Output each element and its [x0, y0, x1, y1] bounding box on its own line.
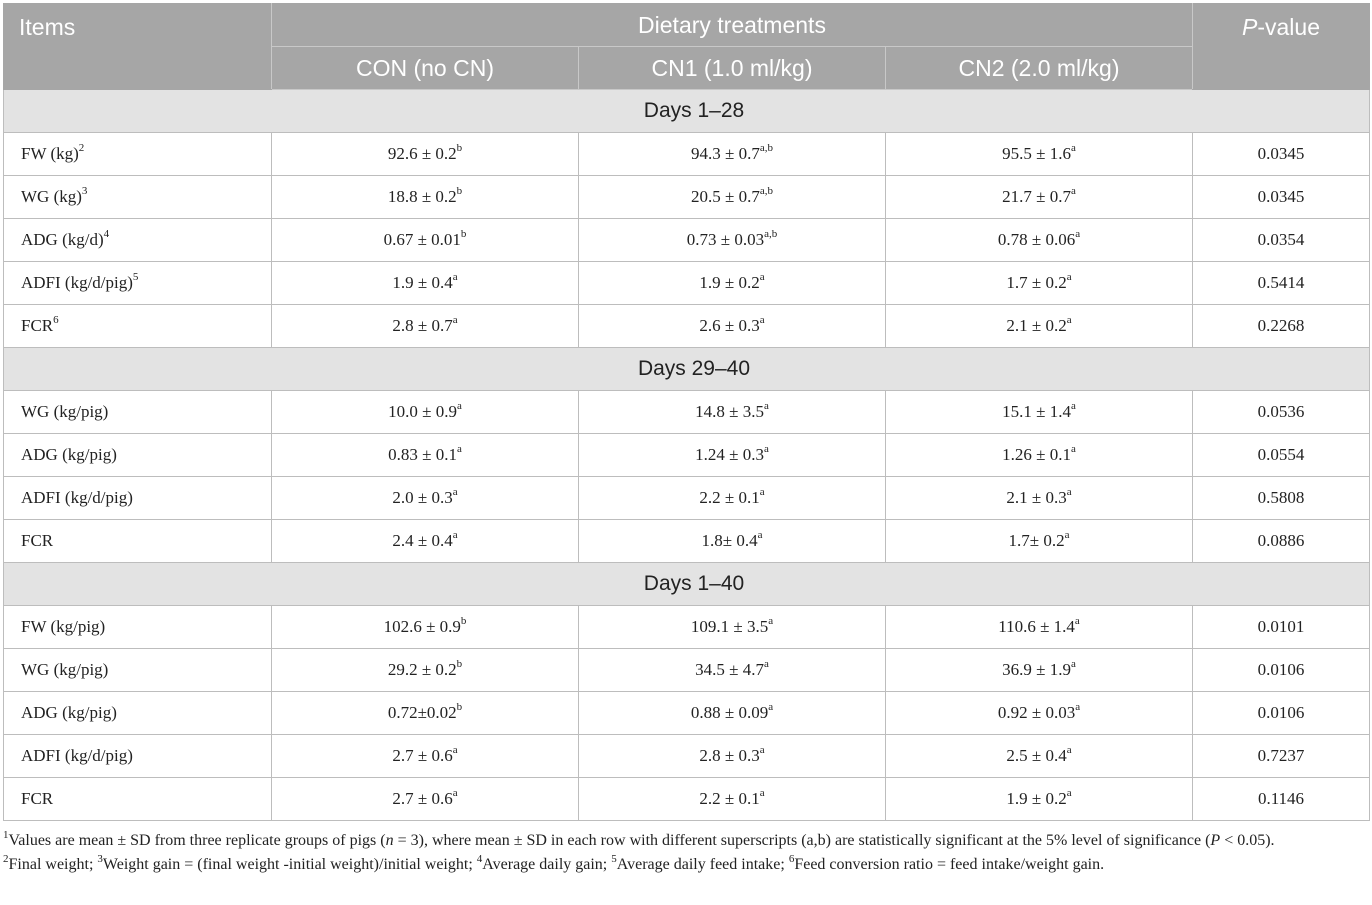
- value-cell: 10.0 ± 0.9$^a$: [272, 391, 579, 434]
- p-value-cell: 0.0101: [1193, 606, 1370, 649]
- row-label: ADG $(kg/d)^4$: [4, 219, 272, 262]
- value-cell: 34.5 ± 4.7$^a$: [579, 649, 886, 692]
- table-row: [4, 477, 1370, 520]
- value-cell: 0.72±0.02$^b$: [272, 692, 579, 735]
- value-cell: 2.1 ± 0.2$^a$: [886, 305, 1193, 348]
- section-title: Days 29–40: [4, 348, 1370, 391]
- row-label: ADFI (kg/d/pig): [4, 735, 272, 778]
- value-cell: $20.5 \pm 0.7^{a,b}$: [579, 176, 886, 219]
- p-value-cell: 0.7237: [1193, 735, 1370, 778]
- value-cell: 2.5 ± 0.4$^a$: [886, 735, 1193, 778]
- value-cell: 2.7 ± 0.6$^a$: [272, 778, 579, 821]
- value-cell: 1.9 ± 0.4$^a$: [272, 262, 579, 305]
- table-row: [4, 391, 1370, 434]
- p-value-cell: 0.0554: [1193, 434, 1370, 477]
- value-cell: 15.1 ± 1.4$^a$: [886, 391, 1193, 434]
- value-cell: 21.7 ± 0.7$^a$: [886, 176, 1193, 219]
- performance-table: [3, 3, 1370, 821]
- row-label: ADFI $(kg/d/pig)^5$: [4, 262, 272, 305]
- table-row: [4, 434, 1370, 477]
- section-row: [4, 90, 1370, 133]
- header-items: Items: [4, 4, 272, 90]
- value-cell: 2.4 ± 0.4$^a$: [272, 520, 579, 563]
- value-cell: 1.7± 0.2$^a$: [886, 520, 1193, 563]
- value-cell: 2.8 ± 0.3$^a$: [579, 735, 886, 778]
- value-cell: 110.6 ± 1.4$^a$: [886, 606, 1193, 649]
- row-label: FCR: [4, 520, 272, 563]
- p-value-cell: 0.1146: [1193, 778, 1370, 821]
- header-dietary-treatments: Dietary treatments: [272, 4, 1193, 47]
- value-cell: 1.8± 0.4$^a$: [579, 520, 886, 563]
- header-con: CON (no CN): [272, 47, 579, 90]
- value-cell: $0.73 \pm 0.03^{a,b}$: [579, 219, 886, 262]
- value-cell: 2.8 ± 0.7$^a$: [272, 305, 579, 348]
- value-cell: 0.92 ± 0.03$^a$: [886, 692, 1193, 735]
- table-row: [4, 176, 1370, 219]
- table-row: [4, 649, 1370, 692]
- table-row: [4, 305, 1370, 348]
- row-label: WG (kg/pig): [4, 649, 272, 692]
- header-p-value: P-value: [1193, 4, 1370, 90]
- footnote-1: $^1$Values are mean ± SD from three replicate groups of pigs (n = 3), where mean ± SD in each row with different superscripts (a,b) are statistically significant at the 5% level of significance (P < 0.05).: [3, 828, 1275, 849]
- row-label: FCR$^6$: [4, 305, 272, 348]
- p-value-cell: 0.5414: [1193, 262, 1370, 305]
- row-label: ADG (kg/pig): [4, 692, 272, 735]
- value-cell: 1.26 ± 0.1$^a$: [886, 434, 1193, 477]
- value-cell: 109.1 ± 3.5$^a$: [579, 606, 886, 649]
- table-row: [4, 262, 1370, 305]
- p-value-cell: 0.0536: [1193, 391, 1370, 434]
- value-cell: 0.78 ± 0.06$^a$: [886, 219, 1193, 262]
- value-cell: 36.9 ± 1.9$^a$: [886, 649, 1193, 692]
- value-cell: 1.7 ± 0.2$^a$: [886, 262, 1193, 305]
- row-label: FCR: [4, 778, 272, 821]
- results-table-document: [3, 3, 1369, 877]
- value-cell: 18.8 ± 0.2$^b$: [272, 176, 579, 219]
- table-row: [4, 735, 1370, 778]
- p-value-cell: 0.0354: [1193, 219, 1370, 262]
- table-row: [4, 219, 1370, 262]
- table-body: [4, 90, 1370, 821]
- table-row: [4, 606, 1370, 649]
- table-row: [4, 692, 1370, 735]
- value-cell: $94.3 \pm 0.7^{a,b}$: [579, 133, 886, 176]
- p-value-cell: 0.5808: [1193, 477, 1370, 520]
- section-row: [4, 348, 1370, 391]
- value-cell: 0.67 ± 0.01$^b$: [272, 219, 579, 262]
- row-label: FW (kg/pig): [4, 606, 272, 649]
- value-cell: 2.2 ± 0.1$^a$: [579, 477, 886, 520]
- table-row: [4, 133, 1370, 176]
- row-label: ADFI (kg/d/pig): [4, 477, 272, 520]
- table-row: [4, 778, 1370, 821]
- p-value-cell: 0.0345: [1193, 176, 1370, 219]
- value-cell: 2.7 ± 0.6$^a$: [272, 735, 579, 778]
- footnote-2: $^2$Final weight; $^3$Weight gain = (final weight -initial weight)/initial weight; $^4$Average daily gain; $^5$Average daily feed intake; $^6$Feed conversion ratio = feed intake/weight gain.: [3, 852, 1105, 873]
- value-cell: 102.6 ± 0.9$^b$: [272, 606, 579, 649]
- value-cell: 2.2 ± 0.1$^a$: [579, 778, 886, 821]
- p-value-cell: 0.2268: [1193, 305, 1370, 348]
- row-label: WG (kg)$^3$: [4, 176, 272, 219]
- p-value-cell: 0.0345: [1193, 133, 1370, 176]
- section-row: [4, 563, 1370, 606]
- value-cell: 1.9 ± 0.2$^a$: [579, 262, 886, 305]
- section-title: Days 1–40: [4, 563, 1370, 606]
- footnotes: [3, 829, 1369, 877]
- value-cell: 2.1 ± 0.3$^a$: [886, 477, 1193, 520]
- p-value-cell: 0.0106: [1193, 692, 1370, 735]
- value-cell: 0.88 ± 0.09$^a$: [579, 692, 886, 735]
- header-cn1: CN1 (1.0 ml/kg): [579, 47, 886, 90]
- p-value-cell: 0.0106: [1193, 649, 1370, 692]
- table-row: [4, 520, 1370, 563]
- value-cell: 14.8 ± 3.5$^a$: [579, 391, 886, 434]
- value-cell: 95.5 ± 1.6$^a$: [886, 133, 1193, 176]
- value-cell: 92.6 ± 0.2$^b$: [272, 133, 579, 176]
- header-cn2: CN2 (2.0 ml/kg): [886, 47, 1193, 90]
- row-label: FW (kg)$^2$: [4, 133, 272, 176]
- row-label: WG (kg/pig): [4, 391, 272, 434]
- value-cell: 0.83 ± 0.1$^a$: [272, 434, 579, 477]
- value-cell: 29.2 ± 0.2$^b$: [272, 649, 579, 692]
- row-label: ADG (kg/pig): [4, 434, 272, 477]
- p-value-cell: 0.0886: [1193, 520, 1370, 563]
- section-title: Days 1–28: [4, 90, 1370, 133]
- value-cell: 2.6 ± 0.3$^a$: [579, 305, 886, 348]
- value-cell: 1.24 ± 0.3$^a$: [579, 434, 886, 477]
- value-cell: 1.9 ± 0.2$^a$: [886, 778, 1193, 821]
- value-cell: 2.0 ± 0.3$^a$: [272, 477, 579, 520]
